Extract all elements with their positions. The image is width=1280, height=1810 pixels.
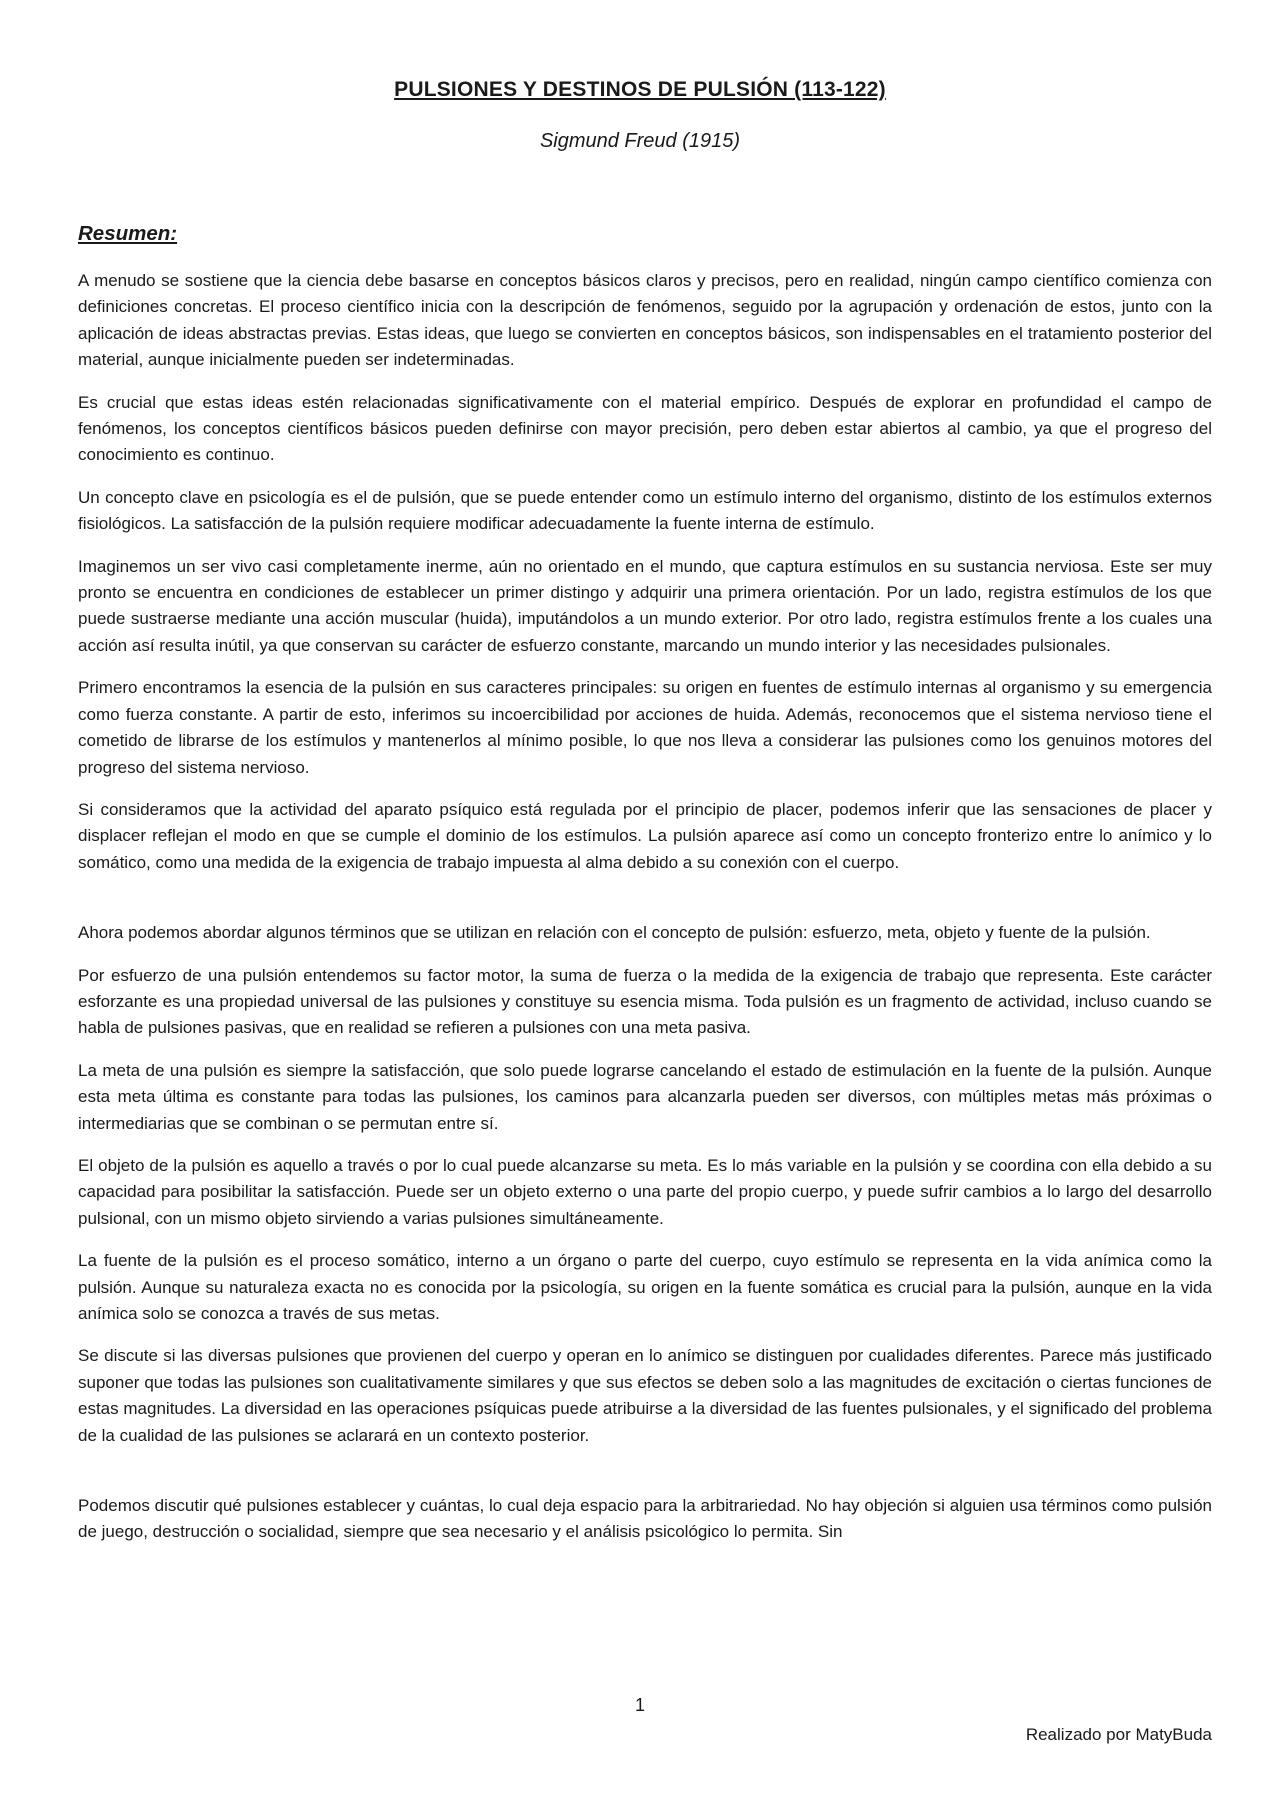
paragraph: Ahora podemos abordar algunos términos que se utilizan en relación con el concepto de pulsión: esfuerzo, meta, objeto y fuente de la pulsión. <box>78 923 1151 943</box>
paragraph: Es crucial que estas ideas estén relacionadas significativamente con el material empírico. Después de explorar en profundidad el campo de fenómenos, los conceptos científicos básicos pueden definirse con mayor precisión, pero deben estar abiertos al cambio, ya que el progreso del conocimiento es continuo. <box>78 392 1212 465</box>
paragraph: Si consideramos que la actividad del aparato psíquico está regulada por el principio de placer, podemos inferir que las sensaciones de placer y displacer reflejan el modo en que se cumple el dominio de los estímulos. La pulsión aparece así como un concepto fronterizo entre lo anímico y lo somático, como una medida de la exigencia de trabajo impuesta al alma debido a su conexión con el cuerpo. <box>78 799 1212 872</box>
paragraph: La meta de una pulsión es siempre la satisfacción, que solo puede lograrse cancelando el estado de estimulación en la fuente de la pulsión. Aunque esta meta última es constante para todas las pulsiones, los caminos para alcanzarla pueden ser diversos, con múltiples metas más próximas o intermediarias que se combinan o se permutan entre sí. <box>78 1060 1212 1133</box>
page-number: 1 <box>634 1695 645 1715</box>
paragraph: Por esfuerzo de una pulsión entendemos su factor motor, la suma de fuerza o la medida de la exigencia de trabajo que representa. Este carácter esforzante es una propiedad universal de las pulsiones y constituye su esencia misma. Toda pulsión es un fragmento de actividad, incluso cuando se habla de pulsiones pasivas, que en realidad se refieren a pulsiones con una meta pasiva. <box>78 965 1212 1038</box>
paragraph: Primero encontramos la esencia de la pulsión en sus caracteres principales: su origen en fuentes de estímulo internas al organismo y su emergencia como fuerza constante. A partir de esto, inferimos su incoercibilidad por acciones de huida. Además, reconocemos que el sistema nervioso tiene el cometido de librarse de los estímulos y mantenerlos al mínimo posible, lo que nos lleva a considerar las pulsiones como los genuinos motores del progreso del sistema nervioso. <box>78 678 1212 777</box>
paragraph: Se discute si las diversas pulsiones que provienen del cuerpo y operan en lo anímico se distinguen por cualidades diferentes. Parece más justificado suponer que todas las pulsiones son cualitativamente similares y que sus efectos se deben solo a las magnitudes de excitación o ciertas funciones de estas magnitudes. La diversidad en las operaciones psíquicas puede atribuirse a la diversidad de las fuentes pulsionales, y el significado del problema de la cualidad de las pulsiones se aclarará en un contexto posterior. <box>78 1346 1212 1445</box>
paragraph: La fuente de la pulsión es el proceso somático, interno a un órgano o parte del cuerpo, cuyo estímulo se representa en la vida anímica como la pulsión. Aunque su naturaleza exacta no es conocida por la psicología, su origen en la fuente somática es crucial para la pulsión, aunque en la vida anímica solo se conozca a través de sus metas. <box>78 1251 1212 1323</box>
paragraph: El objeto de la pulsión es aquello a través o por lo cual puede alcanzarse su meta. Es lo más variable en la pulsión y se coordina con ella debido a su capacidad para posibilitar la satisfacción. Puede ser un objeto externo o una parte del propio cuerpo, y puede sufrir cambios a lo largo del desarrollo pulsional, con un mismo objeto sirviendo a varias pulsiones simultáneamente. <box>78 1155 1212 1228</box>
section-heading: Resumen: <box>78 222 178 245</box>
paragraph: A menudo se sostiene que la ciencia debe basarse en conceptos básicos claros y precisos, pero en realidad, ningún campo científico comienza con definiciones concretas. El proceso científico inicia con la descripción de fenómenos, seguido por la agrupación y ordenación de estos, junto con la aplicación de ideas abstractas previas. Estas ideas, que luego se convierten en conceptos básicos, son indispensables en el tratamiento posterior del material, aunque inicialmente pueden ser indeterminadas. <box>78 271 1212 370</box>
paragraph: Imaginemos un ser vivo casi completamente inerme, aún no orientado en el mundo, que captura estímulos en su sustancia nerviosa. Este ser muy pronto se encuentra en condiciones de establecer un primer distingo y adquirir una primera orientación. Por un lado, registra estímulos de los que puede sustraerse mediante una acción muscular (huida), imputándolos a un mundo exterior. Por otro lado, registra estímulos frente a los cuales una acción así resulta inútil, ya que conservan su carácter de esfuerzo constante, marcando un mundo interior y las necesidades pulsionales. <box>78 556 1212 655</box>
summary-body <box>78 268 1212 1562</box>
document-title: PULSIONES Y DESTINOS DE PULSIÓN (113-122) <box>394 78 886 101</box>
paragraph: Un concepto clave en psicología es el de pulsión, que se puede entender como un estímulo interno del organismo, distinto de los estímulos externos fisiológicos. La satisfacción de la pulsión requiere modificar adecuadamente la fuente interna de estímulo. <box>78 487 1212 534</box>
footer-credit: Realizado por MatyBuda <box>1025 1725 1212 1744</box>
document-author: Sigmund Freud (1915) <box>539 130 741 152</box>
paragraph: Podemos discutir qué pulsiones establecer y cuántas, lo cual deja espacio para la arbitrariedad. No hay objeción si alguien usa términos como pulsión de juego, destrucción o socialidad, siempre que sea necesario y el análisis psicológico lo permita. Sin <box>78 1496 1212 1542</box>
